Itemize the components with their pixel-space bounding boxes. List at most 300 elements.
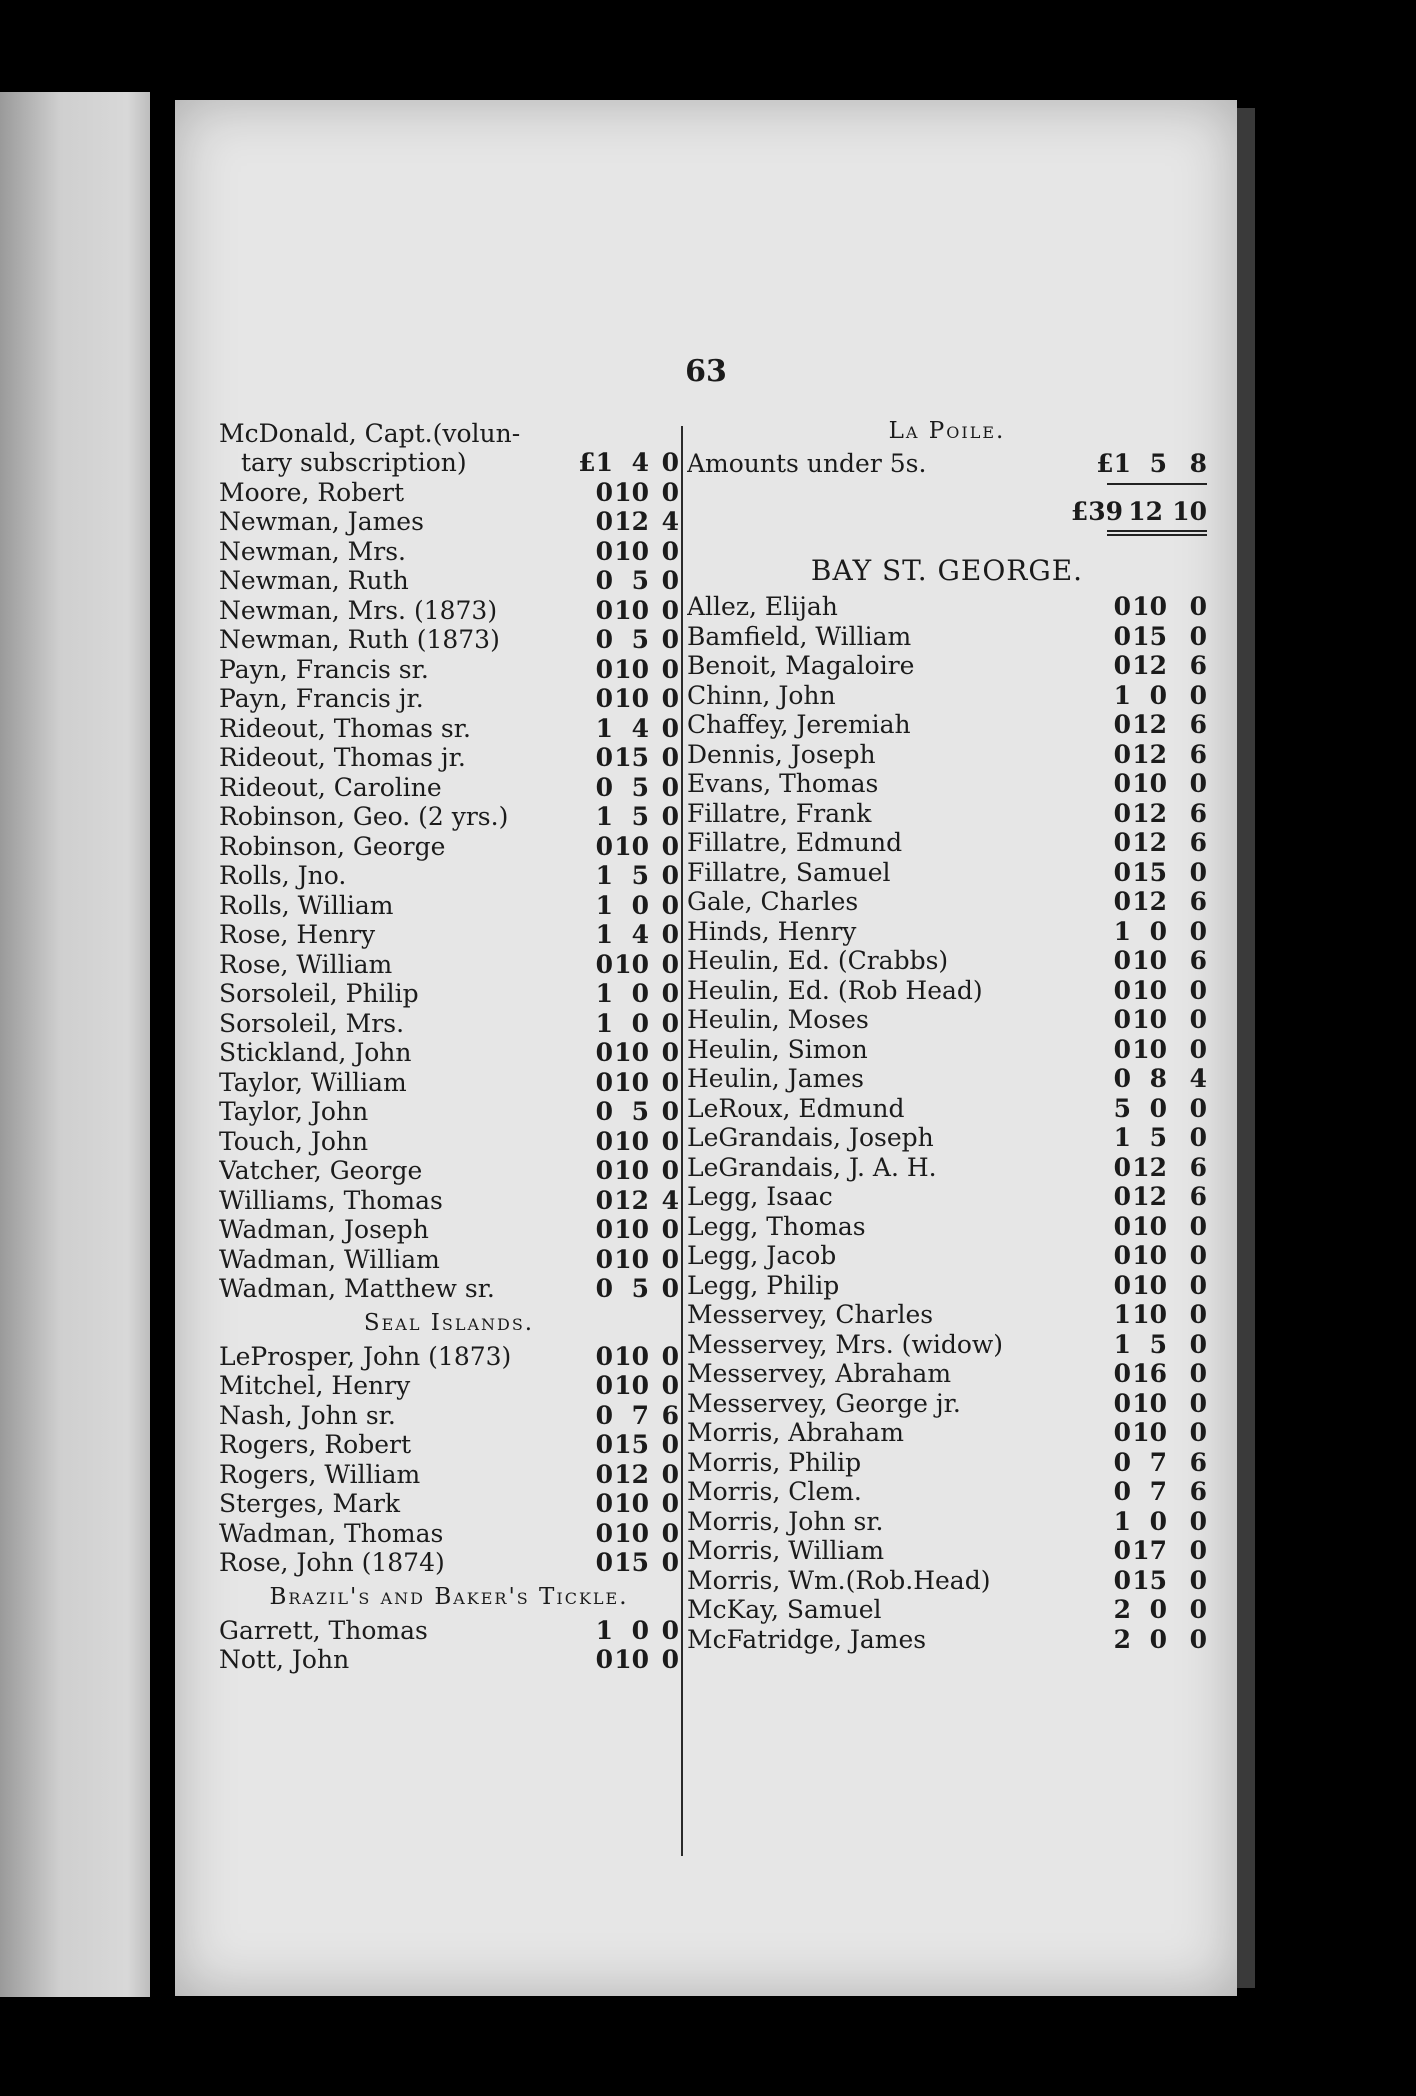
entry-amount (1081, 1330, 1207, 1359)
amount-pence: 0 (661, 1341, 679, 1371)
amount-pounds: 0 (595, 1489, 613, 1518)
entry-amount (1081, 769, 1207, 798)
entry-amount (1081, 1448, 1207, 1477)
amount-pence: 0 (661, 1126, 679, 1156)
entry-amount (1081, 1566, 1207, 1595)
list-item (687, 1536, 1207, 1566)
entry-amount (573, 655, 679, 684)
amount-pounds: 0 (595, 1156, 613, 1185)
amount-pence: 0 (1189, 1211, 1207, 1241)
list-item (687, 1152, 1207, 1182)
amount-shillings: 10 (614, 1244, 649, 1274)
entry-amount (1081, 1271, 1207, 1300)
amount-pounds: 0 (1113, 1447, 1131, 1477)
amount-shillings: 10 (1132, 769, 1167, 798)
amount-pence: 0 (1189, 1034, 1207, 1064)
list-item (687, 1241, 1207, 1271)
list-item (687, 1359, 1207, 1389)
amount-pence: 8 (1189, 448, 1207, 478)
amount-shillings: 0 (631, 890, 649, 920)
amount-shillings: 12 (1132, 887, 1167, 916)
amount-shillings: 5 (631, 625, 649, 654)
amount-pounds: 0 (595, 507, 613, 536)
amount-pounds: 0 (1113, 1182, 1131, 1211)
facing-page-edge (0, 92, 150, 1997)
la-poile-heading: La Poile. (888, 418, 1006, 444)
amount-shillings: 10 (1132, 1388, 1167, 1418)
amount-pence: 0 (1189, 1270, 1207, 1300)
amount-pence: 0 (661, 1430, 679, 1459)
entry-name: Legg, Thomas (687, 1211, 866, 1241)
entry-name: Benoit, Magaloire (687, 651, 915, 680)
subscriber-list-top (219, 418, 679, 1303)
amount-pence: 6 (1189, 798, 1207, 828)
brazils-list (219, 1615, 679, 1674)
amount-shillings: 12 (614, 1459, 649, 1489)
entry-name: Wadman, Joseph (219, 1215, 429, 1244)
list-item (687, 887, 1207, 917)
amount-pounds: 0 (595, 1518, 613, 1548)
entry-name: Morris, John sr. (687, 1506, 884, 1536)
entry-name: Nash, John sr. (219, 1400, 396, 1430)
list-item (219, 831, 679, 861)
amount-pounds: 1 (595, 802, 613, 831)
entry-name: Rolls, Jno. (219, 861, 347, 890)
amount-pounds: 0 (595, 831, 613, 861)
list-item (687, 1447, 1207, 1477)
amount-pounds: 0 (595, 1645, 613, 1674)
amount-pence: 0 (1189, 1093, 1207, 1123)
list-item (687, 1064, 1207, 1094)
entry-amount (1081, 1182, 1207, 1211)
entry-name: Garrett, Thomas (219, 1615, 428, 1645)
entry-name: Legg, Jacob (687, 1241, 837, 1270)
amount-pence: 0 (661, 831, 679, 861)
amount-pounds: 0 (595, 1430, 613, 1459)
amount-shillings: 12 (614, 1185, 649, 1215)
entry-amount (573, 1489, 679, 1518)
entry-name: Taylor, John (219, 1097, 369, 1126)
entry-name: Heulin, Moses (687, 1005, 869, 1034)
list-item (687, 1300, 1207, 1330)
amount-pounds: 0 (1113, 651, 1131, 680)
entry-amount (1081, 710, 1207, 739)
list-item (219, 861, 679, 891)
amount-pounds: 0 (595, 772, 613, 802)
la-poile-total (687, 490, 1207, 526)
list-item (687, 769, 1207, 799)
amount-pence: 0 (661, 1008, 679, 1038)
amount-shillings: 7 (631, 1400, 649, 1430)
amount-pounds: 0 (1113, 710, 1131, 739)
entry-amount (1081, 651, 1207, 680)
amount-pounds: 0 (1113, 769, 1131, 798)
entry-name: LeGrandais, J. A. H. (687, 1152, 937, 1182)
amount-pounds: 1 (595, 861, 613, 890)
entry-amount (1081, 858, 1207, 887)
amount-pence: 0 (661, 1156, 679, 1185)
amount-shillings: 10 (614, 595, 649, 625)
entry-name: Robinson, George (219, 831, 446, 861)
amount-pence: 0 (1189, 1329, 1207, 1359)
entry-name: Rose, Henry (219, 920, 376, 949)
entry-amount (573, 1038, 679, 1067)
amount-pounds: 1 (1113, 1300, 1131, 1329)
list-item (219, 1615, 679, 1645)
entry-amount (573, 1430, 679, 1459)
entry-name: Chinn, John (687, 680, 836, 710)
amount-shillings: 10 (1132, 1270, 1167, 1300)
entry-name: Mitchel, Henry (219, 1371, 411, 1400)
amount-pounds: 5 (1113, 1093, 1131, 1123)
amount-pence: 0 (1189, 1624, 1207, 1654)
entry-amount (1081, 917, 1207, 946)
list-item (687, 1477, 1207, 1507)
amount-pence: 0 (1189, 857, 1207, 887)
list-item (219, 625, 679, 655)
amount-shillings: 5 (631, 772, 649, 802)
amount-shillings: 15 (614, 1430, 649, 1459)
amount-shillings: 10 (1132, 1241, 1167, 1270)
list-item (219, 1185, 679, 1215)
list-item (687, 1329, 1207, 1359)
list-item (687, 1595, 1207, 1625)
entry-name: Morris, Clem. (687, 1477, 862, 1506)
entry-amount (1081, 681, 1207, 710)
amount-pence: 0 (661, 1548, 679, 1577)
amount-shillings: 7 (1149, 1477, 1167, 1506)
entry-name: Newman, Mrs. (1873) (219, 595, 498, 625)
entry-amount (1081, 1064, 1207, 1093)
amount-pounds: 0 (1113, 1359, 1131, 1388)
entry-name: Moore, Robert (219, 477, 405, 507)
amount-pounds: 0 (1113, 1565, 1131, 1595)
amount-pounds: 0 (1113, 798, 1131, 828)
amount-pence: 0 (661, 1244, 679, 1274)
amount-shillings: 5 (631, 802, 649, 831)
entry-amount (573, 1186, 679, 1215)
entry-name: Bamfield, William (687, 621, 912, 651)
amount-pounds: 0 (595, 1244, 613, 1274)
amount-shillings: 5 (631, 861, 649, 890)
amount-pounds: 1 (1113, 1506, 1131, 1536)
amount-pounds: 1 (1113, 1329, 1131, 1359)
amount-pounds: 0 (595, 1185, 613, 1215)
amount-shillings: 12 (1132, 828, 1167, 857)
amount-pence: 0 (1189, 916, 1207, 946)
entry-name: Stickland, John (219, 1038, 412, 1067)
entry-amount (1081, 1153, 1207, 1182)
amount-pounds: 1 (1113, 916, 1131, 946)
entry-amount (573, 1097, 679, 1126)
entry-amount (1081, 946, 1207, 975)
page-number: 63 (685, 354, 727, 389)
seal-islands-heading: Seal Islands. (363, 1310, 535, 1336)
amount-shillings: 15 (1132, 621, 1167, 651)
amount-shillings: 4 (631, 448, 649, 477)
amount-pence: 0 (661, 979, 679, 1008)
list-item (687, 1565, 1207, 1595)
amount-pounds: 0 (1113, 1388, 1131, 1418)
amount-pence: 6 (1189, 887, 1207, 916)
entry-amount (573, 832, 679, 861)
amount-shillings: 10 (614, 1518, 649, 1548)
entry-name: Williams, Thomas (219, 1185, 443, 1215)
amount-shillings: 5 (1149, 1123, 1167, 1152)
entry-amount (1081, 1477, 1207, 1506)
entry-amount (573, 1245, 679, 1274)
entry-name: Hinds, Henry (687, 916, 857, 946)
bay-st-george-list (687, 592, 1207, 1654)
amount-pence: 0 (1189, 1300, 1207, 1329)
amount-shillings: 10 (614, 1645, 649, 1674)
amount-shillings: 10 (614, 1067, 649, 1097)
list-item (219, 890, 679, 920)
list-item (219, 979, 679, 1009)
amount-pence: 0 (661, 802, 679, 831)
entry-amount (573, 714, 679, 743)
amount-pence: 6 (661, 1400, 679, 1430)
list-item (687, 857, 1207, 887)
entry-name: Allez, Elijah (687, 592, 838, 621)
entry-name: Heulin, Simon (687, 1034, 868, 1064)
entry-name: Rolls, William (219, 890, 394, 920)
amount-shillings: 12 (1132, 739, 1167, 769)
amount-pence: 0 (661, 625, 679, 654)
amount-shillings: 10 (614, 831, 649, 861)
entry-amount (573, 920, 679, 949)
entry-amount (1081, 799, 1207, 828)
entry-amount (1081, 1094, 1207, 1123)
list-item (219, 1341, 679, 1371)
amount-shillings: 0 (1149, 680, 1167, 710)
amount-pence: 6 (1189, 651, 1207, 680)
amount-pence: 0 (661, 1371, 679, 1400)
amount-shillings: 12 (1132, 651, 1167, 680)
amount-pence: 0 (661, 1274, 679, 1303)
list-item (219, 684, 679, 714)
entry-name: Rideout, Thomas sr. (219, 713, 471, 743)
amount-pounds: 0 (595, 1067, 613, 1097)
amount-shillings: 10 (1132, 592, 1167, 621)
list-item (219, 566, 679, 596)
amount-shillings: 12 (1132, 710, 1167, 739)
list-item (219, 418, 679, 448)
amount-pence: 0 (661, 949, 679, 979)
list-item (219, 536, 679, 566)
list-item (687, 680, 1207, 710)
amount-pounds: 1 (1113, 1123, 1131, 1152)
amount-shillings: 7 (1149, 1447, 1167, 1477)
entry-amount (1081, 1536, 1207, 1565)
amount-shillings: 0 (1149, 1624, 1167, 1654)
amount-pounds: 0 (1113, 946, 1131, 975)
amount-shillings: 10 (1132, 1005, 1167, 1034)
amount-pounds: 1 (595, 1615, 613, 1645)
list-item (687, 1005, 1207, 1035)
entry-name: Messervey, Charles (687, 1300, 934, 1329)
entry-amount (573, 1645, 679, 1674)
amount-pounds: 2 (1113, 1624, 1131, 1654)
entry-name: Chaffey, Jeremiah (687, 710, 911, 739)
amount-pounds: 0 (1113, 1241, 1131, 1270)
entry-amount (573, 1519, 679, 1548)
list-item (219, 477, 679, 507)
entry-amount (1081, 1300, 1207, 1329)
amount-shillings: 0 (1149, 1093, 1167, 1123)
amount-shillings: 10 (614, 654, 649, 684)
amount-pounds: 0 (595, 1274, 613, 1303)
amount-pence: 0 (661, 1615, 679, 1645)
list-item (687, 946, 1207, 976)
amount-pounds: 0 (1113, 1064, 1131, 1093)
list-item (219, 1518, 679, 1548)
amount-pounds: 0 (595, 625, 613, 654)
entry-amount (573, 448, 679, 477)
entry-name: LeGrandais, Joseph (687, 1123, 934, 1152)
amount-pence: 0 (1189, 1388, 1207, 1418)
amount-pence: 0 (661, 1645, 679, 1674)
amount-shillings: 5 (1149, 1329, 1167, 1359)
page-edge-shadow (1237, 108, 1255, 1988)
entry-amount (573, 537, 679, 566)
amount-pounds: 0 (1113, 887, 1131, 916)
brazils-heading: Brazil's and Baker's Tickle. (269, 1584, 629, 1610)
amount-pounds: 0 (595, 684, 613, 713)
right-column (687, 418, 1207, 1654)
entry-amount (573, 743, 679, 772)
entry-amount (573, 950, 679, 979)
entry-name: Heulin, Ed. (Rob Head) (687, 975, 983, 1005)
entry-amount (573, 1156, 679, 1185)
entry-amount (1081, 449, 1207, 478)
entry-amount (573, 773, 679, 802)
entry-amount (573, 625, 679, 654)
amount-shillings: 0 (1149, 1595, 1167, 1624)
entry-amount (1081, 1507, 1207, 1536)
amount-pence: 0 (661, 1067, 679, 1097)
amount-pounds: 0 (1113, 828, 1131, 857)
list-item (219, 1126, 679, 1156)
amount-shillings: 10 (1132, 1034, 1167, 1064)
list-item (219, 1215, 679, 1245)
list-item (219, 448, 679, 478)
amount-pounds: 0 (595, 1459, 613, 1489)
amount-pence: 0 (1189, 1241, 1207, 1270)
list-item (219, 595, 679, 625)
amount-shillings: 5 (1149, 448, 1167, 478)
amount-shillings: 15 (1132, 1565, 1167, 1595)
list-item (219, 507, 679, 537)
amount-pence: 0 (1189, 1359, 1207, 1388)
amount-pounds: 0 (1113, 1005, 1131, 1034)
entry-name: tary subscription) (241, 448, 467, 477)
amount-pounds: 0 (1113, 739, 1131, 769)
amount-pounds: 0 (595, 1371, 613, 1400)
bay-st-george-heading: BAY ST. GEORGE. (810, 553, 1084, 587)
amount-pounds: 0 (595, 1548, 613, 1577)
entry-amount (573, 507, 679, 536)
amount-shillings: 17 (1132, 1536, 1167, 1565)
list-item (687, 798, 1207, 828)
list-item (687, 1093, 1207, 1123)
entry-amount (573, 1274, 679, 1303)
entry-name: Rideout, Thomas jr. (219, 743, 466, 772)
entry-name: Rose, John (1874) (219, 1548, 445, 1577)
amount-shillings: 10 (614, 1371, 649, 1400)
amount-pence: 0 (1189, 1595, 1207, 1624)
list-item (687, 1123, 1207, 1153)
amount-pounds: £1 (578, 448, 613, 477)
list-item (219, 1244, 679, 1274)
amount-pence: 0 (661, 566, 679, 595)
list-item (687, 828, 1207, 858)
list-item (687, 1211, 1207, 1241)
entry-amount (1081, 1241, 1207, 1270)
amount-shillings: 12 (614, 507, 649, 536)
list-item (219, 1430, 679, 1460)
entry-name: LeProsper, John (1873) (219, 1341, 512, 1371)
list-item (687, 1182, 1207, 1212)
amount-shillings: 16 (1132, 1359, 1167, 1388)
amount-pence: 6 (1189, 1152, 1207, 1182)
entry-amount (1081, 887, 1207, 916)
total-double-rule (687, 526, 1207, 540)
amount-pounds: 1 (595, 1008, 613, 1038)
entry-name: Rose, William (219, 949, 393, 979)
entry-name: Morris, Abraham (687, 1418, 904, 1447)
entry-amount (573, 478, 679, 507)
entry-amount (573, 596, 679, 625)
entry-amount (573, 1460, 679, 1489)
amount-pence: 0 (1189, 592, 1207, 621)
list-item (219, 772, 679, 802)
amount-shillings: 10 (614, 536, 649, 566)
entry-name: Messervey, Abraham (687, 1359, 952, 1388)
amount-shillings: 10 (614, 684, 649, 713)
list-item (219, 920, 679, 950)
list-item (219, 1156, 679, 1186)
amount-shillings: 10 (614, 477, 649, 507)
amount-pounds: 0 (1113, 1477, 1131, 1506)
amount-pounds: 0 (595, 654, 613, 684)
amount-shillings: 4 (631, 713, 649, 743)
amount-pence: 6 (1189, 828, 1207, 857)
amount-pounds: 1 (595, 713, 613, 743)
entry-name: LeRoux, Edmund (687, 1093, 905, 1123)
list-item (687, 975, 1207, 1005)
amount-pounds: 0 (595, 1097, 613, 1126)
list-item (219, 802, 679, 832)
list-item (219, 1548, 679, 1578)
amount-shillings: 10 (1132, 1300, 1167, 1329)
amount-shillings: 12 (1132, 1182, 1167, 1211)
left-column (219, 418, 679, 1674)
amount-shillings: 10 (1132, 1211, 1167, 1241)
entry-amount (1081, 1418, 1207, 1447)
amount-pence: 0 (661, 1215, 679, 1244)
list-item (219, 1645, 679, 1675)
amount-pounds: 0 (595, 949, 613, 979)
entry-amount (1081, 1005, 1207, 1034)
entry-name: Robinson, Geo. (2 yrs.) (219, 802, 509, 831)
entry-name: Rideout, Caroline (219, 772, 442, 802)
entry-amount (573, 1371, 679, 1400)
amount-pounds: 0 (1113, 975, 1131, 1005)
amount-pence: 0 (1189, 1506, 1207, 1536)
amount-pence: 0 (1189, 769, 1207, 798)
entry-name: Wadman, Matthew sr. (219, 1274, 495, 1303)
